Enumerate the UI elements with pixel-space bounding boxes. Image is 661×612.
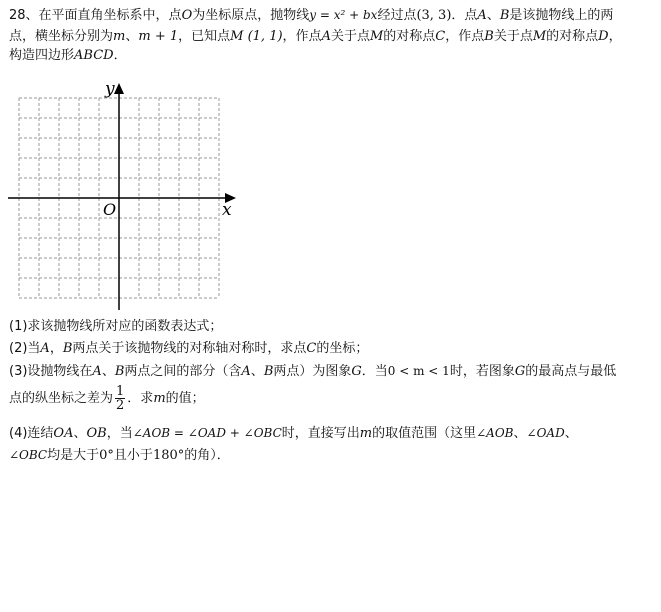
origin-label: O — [103, 200, 117, 219]
question-3-line-2: 点的纵坐标之差为 $\frac{1}{2}$ ．求m的值； — [9, 384, 205, 413]
problem-number: 28、 — [9, 8, 39, 23]
y-axis-label: y — [105, 79, 115, 99]
problem-line-2: 点，横坐标分别为m、m + 1，已知点M (1, 1)，作点A关于点M的对称点C，作点B关于点M的对称点D， — [9, 29, 622, 44]
y-axis-arrow-icon — [114, 83, 124, 94]
question-1: (1)求该抛物线所对应的函数表达式； — [9, 319, 223, 334]
question-2: (2)当A，B两点关于该抛物线的对称轴对称时，求点C的坐标； — [9, 341, 369, 356]
x-axis-label: x — [222, 200, 232, 220]
question-4-line-1: (4)连结OA、OB，当∠AOB = ∠OAD + ∠OBC时，直接写出m的取值范围（这里∠AOB、∠OAD、 — [9, 426, 578, 441]
question-3-line-1: (3)设抛物线在A、B两点之间的部分（含A、B两点）为图象G．当0 < m < 1时，若图象G的最高点与最低 — [9, 364, 617, 379]
coordinate-grid — [8, 78, 244, 310]
problem-line-3: 构造四边形ABCD． — [9, 48, 127, 63]
parabola-equation: y = x² + bx — [309, 8, 378, 22]
fraction-one-half: $\frac{1}{2}$ — [116, 384, 125, 413]
point-m: M (1, 1) — [230, 29, 283, 44]
problem-line-1: 28、在平面直角坐标系中，点O为坐标原点，抛物线y = x² + bx经过点(3, 3)．点A、B是该抛物线上的两 — [9, 8, 614, 23]
question-4-line-2: ∠OBC均是大于0°且小于180°的角）． — [9, 448, 230, 463]
